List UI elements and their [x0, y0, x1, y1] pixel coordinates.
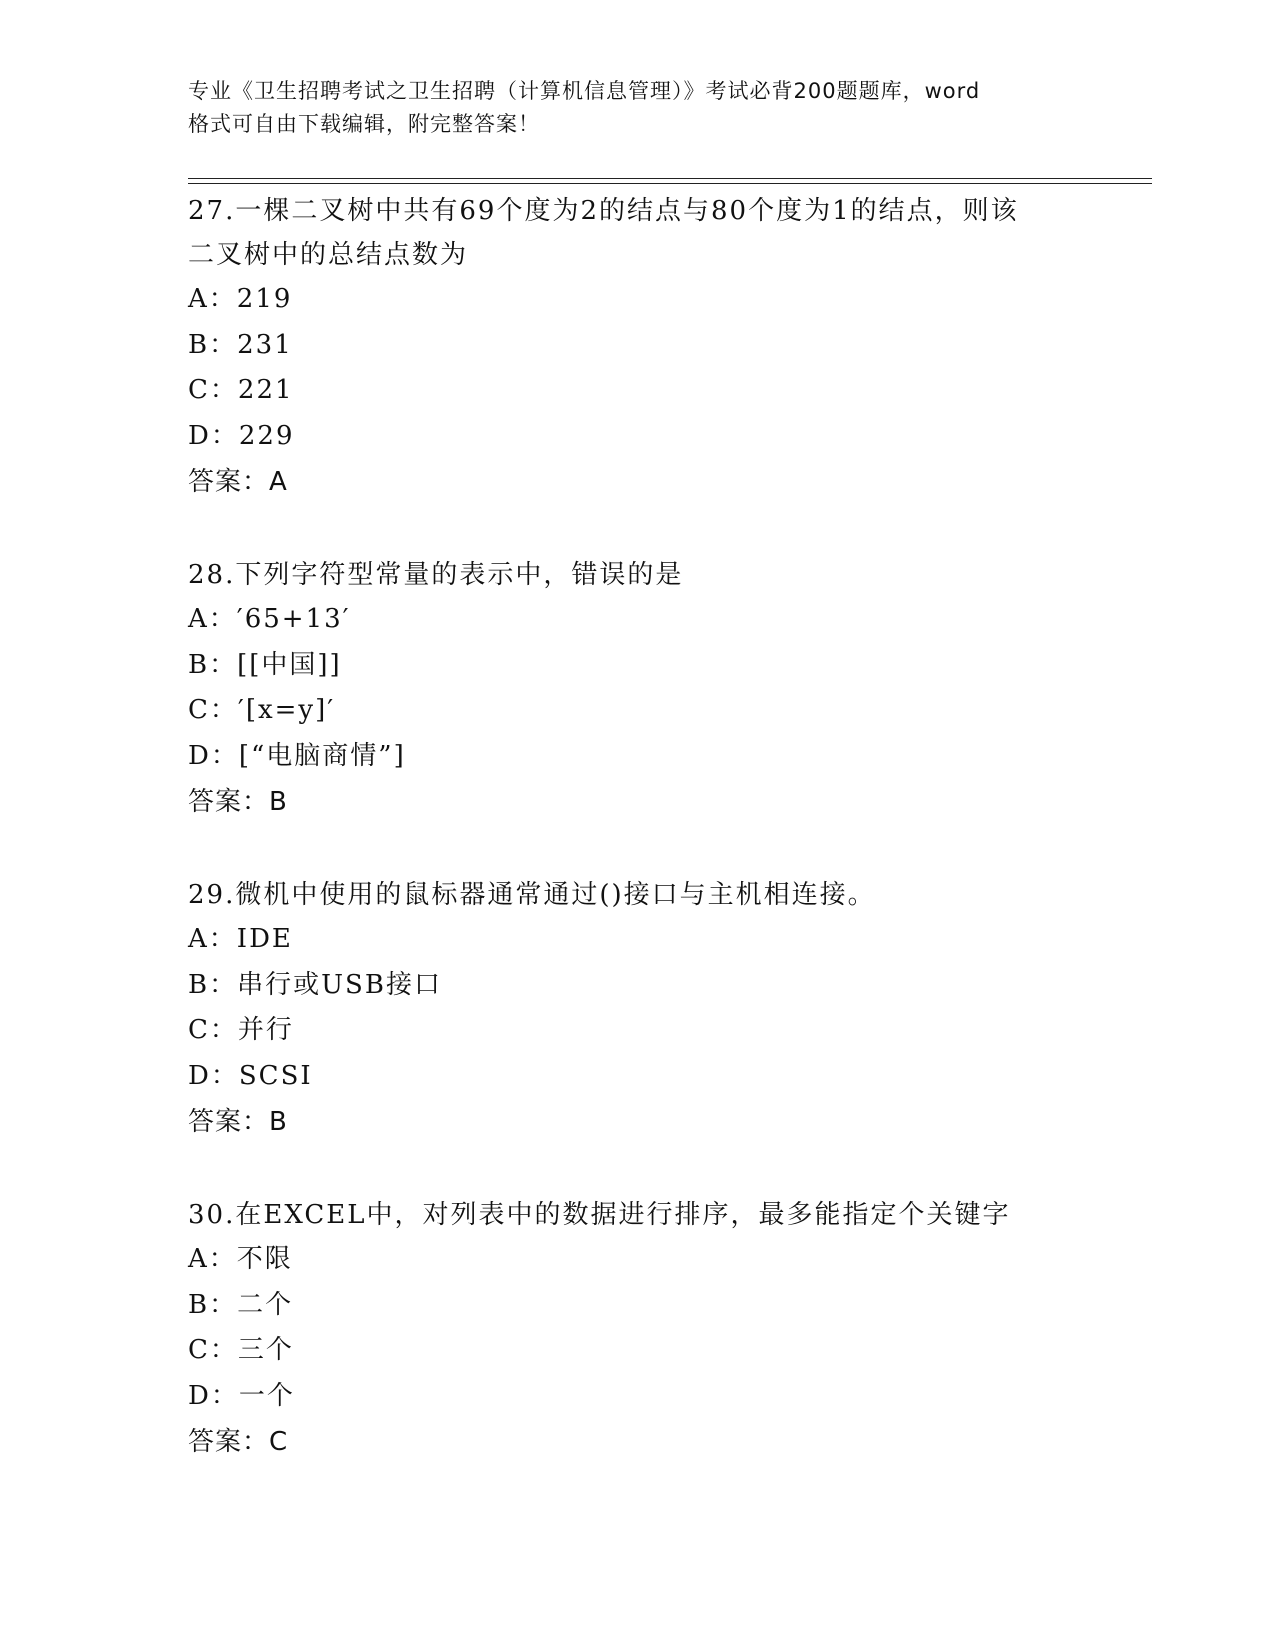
- answer-label: 答案：C: [188, 1427, 289, 1457]
- option-separator: ：: [210, 420, 239, 451]
- option-text: [“电脑商情”]: [238, 740, 406, 771]
- question-29: [188, 873, 1088, 1145]
- answer-label: 答案：A: [188, 467, 288, 497]
- question-stem: [188, 189, 1088, 277]
- question-28: [188, 553, 1088, 825]
- option-d: [188, 1054, 1088, 1100]
- header-divider-bottom: [188, 183, 1152, 184]
- option-text: 221: [237, 375, 294, 405]
- question-text: 一棵二叉树中共有69个度为2的结点与80个度为1的结点，则该: [235, 196, 1019, 226]
- option-separator: ：: [209, 375, 238, 405]
- option-separator: ：: [208, 604, 237, 634]
- answer-label: 答案：B: [188, 787, 288, 817]
- option-b: [188, 963, 1088, 1009]
- question-stem-line-1: [188, 873, 1088, 917]
- option-text: 231: [237, 329, 293, 360]
- question-text: 微机中使用的鼠标器通常通过()接口与主机相连接。: [235, 880, 876, 910]
- option-letter: C: [188, 695, 210, 725]
- option-letter: B: [188, 969, 210, 1000]
- option-b: [188, 323, 1088, 369]
- question-text: 在EXCEL中，对列表中的数据进行排序，最多能指定个关键字: [235, 1200, 1011, 1230]
- option-d: [188, 1374, 1088, 1420]
- option-list: [188, 277, 1088, 459]
- option-separator: ：: [209, 329, 238, 360]
- option-text: ′[x=y]′: [237, 695, 336, 725]
- option-separator: ：: [209, 969, 238, 1000]
- question-text: 下列字符型常量的表示中，错误的是: [235, 560, 684, 590]
- option-a: [188, 277, 1088, 323]
- option-text: 三个: [237, 1335, 294, 1365]
- header-divider-top: [188, 178, 1152, 179]
- option-c: [188, 1008, 1088, 1054]
- option-letter: A: [188, 604, 209, 634]
- option-a: [188, 1237, 1088, 1283]
- option-text: ′65+13′: [236, 604, 351, 634]
- option-letter: D: [188, 1380, 211, 1411]
- option-letter: D: [188, 1060, 211, 1091]
- option-text: 229: [238, 420, 295, 451]
- question-number: 30.: [188, 1200, 236, 1230]
- option-text: 二个: [237, 1289, 294, 1320]
- option-text: 串行或USB接口: [237, 969, 442, 1000]
- option-text: 219: [236, 284, 293, 314]
- option-letter: B: [188, 1289, 210, 1320]
- option-text: SCSI: [238, 1060, 313, 1091]
- document-header: [188, 75, 1088, 141]
- option-text: 不限: [236, 1244, 293, 1274]
- option-b: [188, 643, 1088, 689]
- header-line-2: 格式可自由下载编辑，附完整答案！: [188, 112, 540, 136]
- option-a: [188, 597, 1088, 643]
- option-separator: ：: [210, 1060, 239, 1091]
- option-letter: D: [188, 740, 211, 771]
- question-stem-line-1: [188, 189, 1088, 233]
- option-letter: D: [188, 420, 211, 451]
- option-separator: ：: [209, 649, 238, 680]
- option-letter: A: [188, 1244, 209, 1274]
- option-separator: ：: [208, 924, 237, 954]
- option-separator: ：: [210, 1380, 239, 1411]
- option-separator: ：: [208, 284, 237, 314]
- option-c: [188, 1328, 1088, 1374]
- option-d: [188, 734, 1088, 780]
- option-letter: C: [188, 375, 210, 405]
- option-separator: ：: [208, 1244, 237, 1274]
- question-number: 28.: [188, 560, 236, 590]
- option-letter: C: [188, 1015, 210, 1045]
- option-list: [188, 917, 1088, 1099]
- question-stem-line-1: [188, 1193, 1088, 1237]
- header-line-1: 专业《卫生招聘考试之卫生招聘（计算机信息管理）》考试必背200题题库，word: [188, 79, 981, 103]
- question-stem-line-1: [188, 553, 1088, 597]
- question-stem: [188, 1193, 1088, 1237]
- option-a: [188, 917, 1088, 963]
- question-number: 29.: [188, 880, 236, 910]
- option-c: [188, 688, 1088, 734]
- option-separator: ：: [209, 1015, 238, 1045]
- option-separator: ：: [209, 695, 238, 725]
- question-27: [188, 189, 1088, 505]
- question-stem-line-2: 二叉树中的总结点数为: [188, 240, 469, 270]
- option-text: IDE: [236, 924, 293, 954]
- option-separator: ：: [210, 740, 239, 771]
- option-letter: B: [188, 649, 210, 680]
- question-stem: [188, 553, 1088, 597]
- option-letter: C: [188, 1335, 210, 1365]
- question-30: [188, 1193, 1088, 1465]
- answer-label: 答案：B: [188, 1107, 288, 1137]
- option-list: [188, 1237, 1088, 1419]
- option-list: [188, 597, 1088, 779]
- option-letter: B: [188, 329, 210, 360]
- question-stem: [188, 873, 1088, 917]
- option-c: [188, 368, 1088, 414]
- option-d: [188, 414, 1088, 460]
- option-b: [188, 1283, 1088, 1329]
- option-separator: ：: [209, 1289, 238, 1320]
- option-separator: ：: [209, 1335, 238, 1365]
- option-text: [[中国]]: [237, 649, 342, 680]
- option-letter: A: [188, 924, 209, 954]
- question-number: 27.: [188, 196, 236, 226]
- option-text: 并行: [237, 1015, 294, 1045]
- option-text: 一个: [238, 1380, 295, 1411]
- option-letter: A: [188, 284, 209, 314]
